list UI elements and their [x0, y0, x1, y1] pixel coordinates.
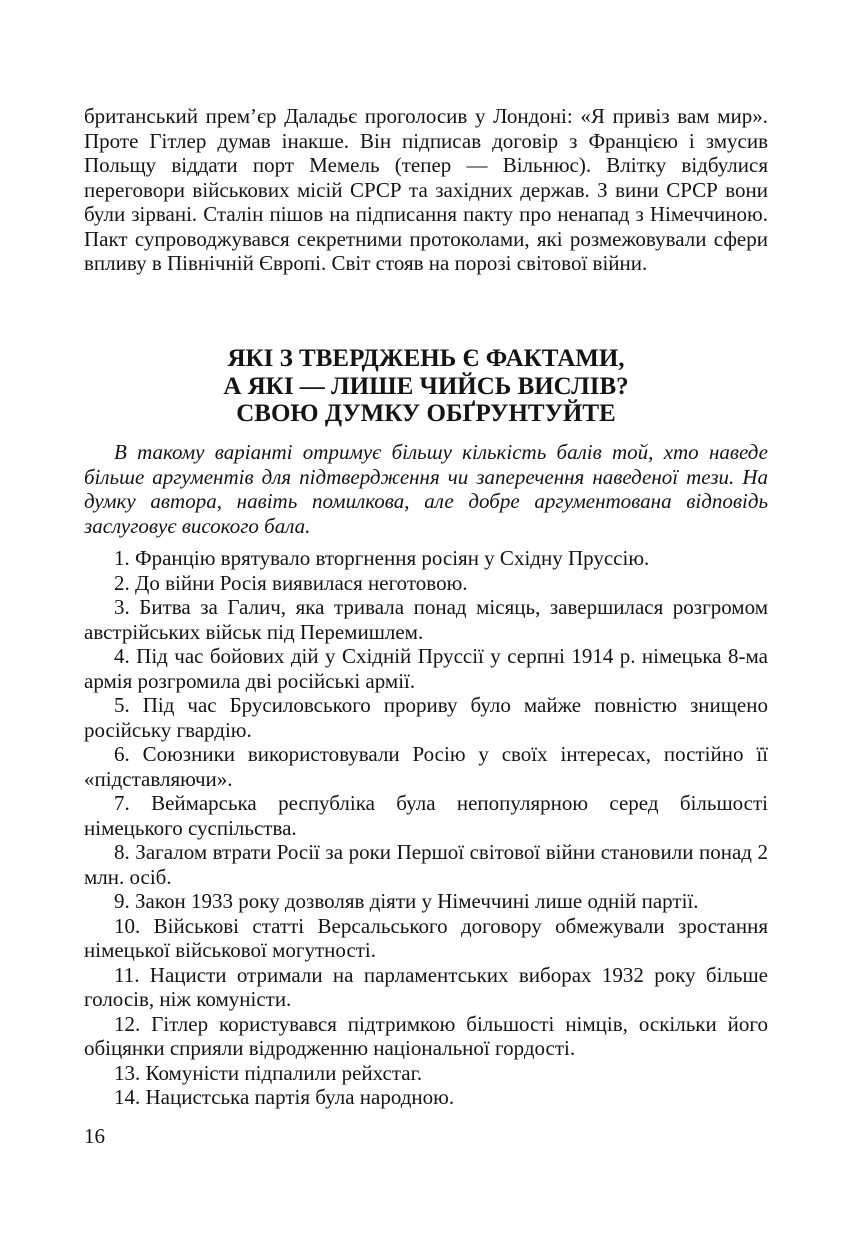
statement-item: 7. Веймарська республіка була непопулярною серед більшості німецького суспільства. [84, 791, 768, 840]
statement-item: 14. Нацистська партія була народною. [114, 1085, 455, 1109]
statement-item: 5. Під час Брусиловського прориву було майже повністю знищено російську гвардію. [84, 693, 768, 742]
statement-item: 13. Комуністи підпалили рейхстаг. [114, 1060, 423, 1085]
statement-item: 2. До війни Росія виявилася неготовою. [114, 570, 468, 595]
heading-line-3: СВОЮ ДУМКУ ОБҐРУНТУЙТЕ [236, 400, 616, 427]
statement-item: 8. Загалом втрати Росії за роки Першої світової війни становили понад 2 млн. осіб. [84, 840, 768, 889]
instruction-note: В такому варіанті отримує більшу кількість балів той, хто наведе більше аргументів для підтвердження чи заперечення наведеної тези. На думку автора, навіть помилкова, але добре аргументована відповідь заслуговує високого бала. [84, 440, 768, 538]
section-heading [84, 345, 768, 428]
intro-text: британський прем’єр Даладьє проголосив у Лондоні: «Я привіз вам мир». Проте Гітлер думав інакше. Він підписав договір з Францією і змусив Польщу віддати порт Мемель (тепер — Вільнюс). Влітку відбулися переговори військових місій СРСР та західних держав. З вини СРСР вони були зірвані. Сталін пішов на підписання пакту про ненапад з Німеччиною. Пакт супроводжувався секретними протоколами, які розмежовували сфери впливу в Північній Європі. Світ стояв на порозі світової війни. [84, 104, 768, 275]
statement-item: 4. Під час бойових дій у Східній Пруссії у серпні 1914 р. німецька 8-ма армія розгромила дві російські армії. [84, 644, 768, 693]
page-number: 16 [84, 1124, 105, 1148]
intro-paragraph [84, 104, 768, 276]
statement-item: 10. Військові статті Версальського договору обмежували зростання німецької військової могутності. [84, 913, 768, 962]
statement-item: 1. Францію врятувало вторгнення росіян у Східну Пруссію. [114, 546, 650, 570]
statement-item: 11. Нацисти отримали на парламентських виборах 1932 року більше голосів, ніж комуністи. [84, 962, 768, 1011]
statement-item: 3. Битва за Галич, яка тривала понад місяць, завершилася розгромом австрійських військ під Перемишлем. [84, 595, 768, 644]
statement-item: 12. Гітлер користувався підтримкою більшості німців, оскільки його обіцянки сприяли відродженню національної гордості. [84, 1011, 768, 1060]
statements-list [84, 546, 768, 1110]
statement-item: 9. Закон 1933 року дозволяв діяти у Німеччині лише одній партії. [114, 889, 699, 913]
heading-line-1: ЯКІ З ТВЕРДЖЕНЬ Є ФАКТАМИ, [227, 345, 625, 372]
heading-line-2: А ЯКІ — ЛИШЕ ЧИЙСЬ ВИСЛІВ? [223, 372, 629, 400]
statement-item: 6. Союзники використовували Росію у своїх інтересах, постійно її «підставляючи». [84, 742, 768, 791]
